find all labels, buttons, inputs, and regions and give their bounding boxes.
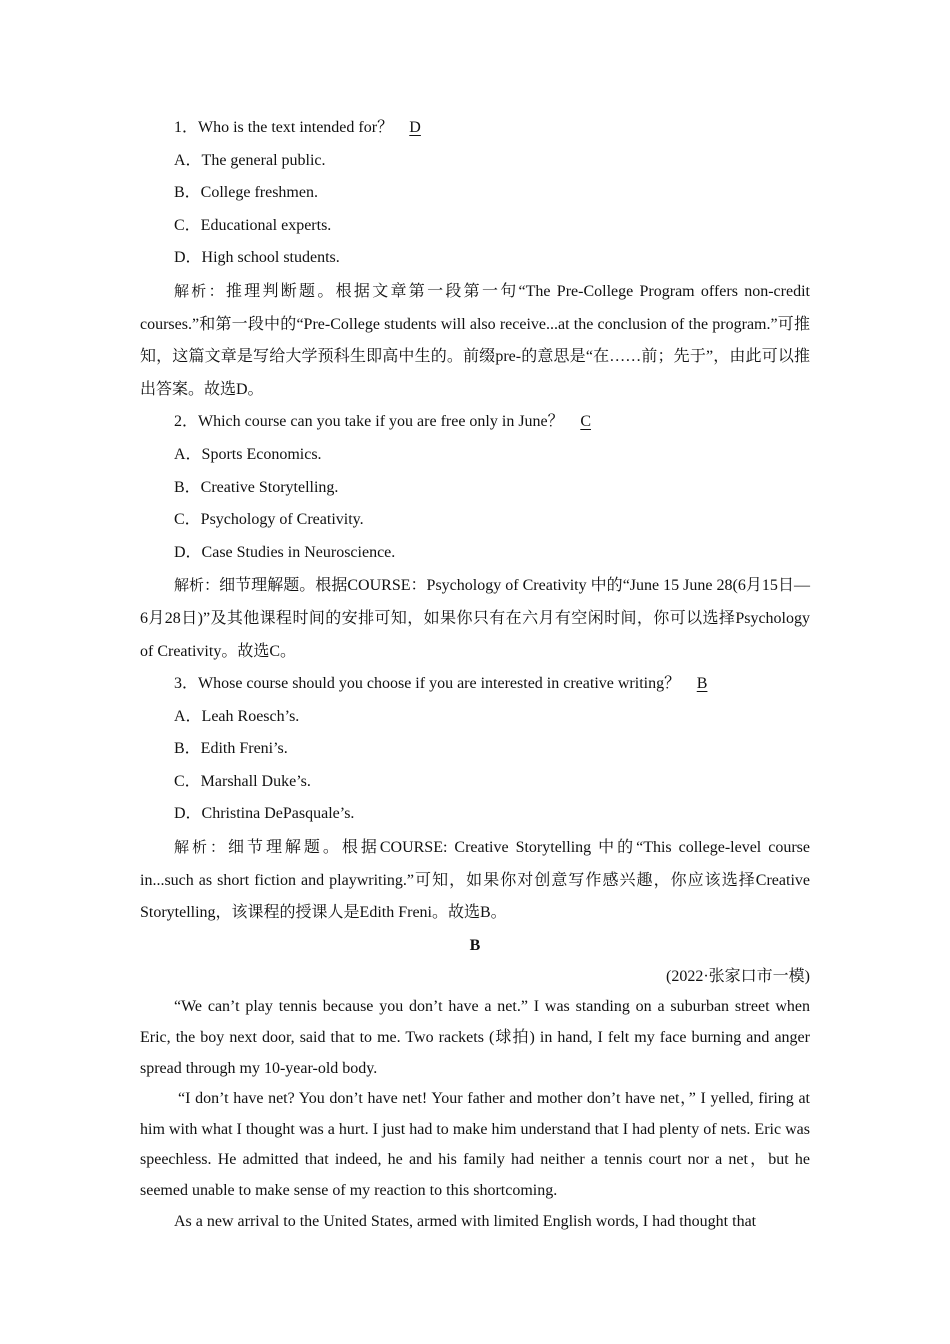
answer-blank: B	[696, 675, 708, 693]
story-paragraph: As a new arrival to the United States, armed with limited English words, I had thought that	[174, 1212, 757, 1230]
question-text: 1．Who is the text intended for？	[174, 119, 394, 136]
option-a: A．Sports Economics.	[174, 445, 322, 463]
question-2-stem	[140, 406, 810, 439]
option-c: C．Educational experts.	[174, 216, 332, 234]
explanation-label: 解析：	[174, 281, 226, 300]
answer-blank: D	[409, 119, 421, 136]
document-page	[140, 112, 810, 1237]
explanation-1	[140, 275, 810, 406]
question-1-stem	[140, 112, 810, 145]
story-paragraph: “We can’t play tennis because you don’t have a net.” I was standing on a suburban street when Eric, the boy next door, said that to me. Two rackets (球拍) in hand, I felt my face burning and anger spread through my 10-year-old body.	[140, 998, 810, 1077]
option-c: C．Marshall Duke’s.	[174, 772, 311, 790]
option-d: D．Christina DePasquale’s.	[174, 805, 355, 823]
story-paragraph: “I don’t have net? You don’t have net! Your father and mother don’t have net，” I yelled, firing at him with what I thought was a hurt. I just had to make him understand that I had plenty of nets. Eric was speechless. He admitted that indeed, he and his family had neither a tennis court nor a net，but he seemed unable to make sense of my reaction to this shortcoming.	[140, 1090, 810, 1199]
explanation-text: 推理判断题。根据文章第一段第一句“The Pre-College Program offers non-credit courses.”和第一段中的“Pre-College students will also receive...at the conclusion of the program.”可推知，这篇文章是写给大学预科生即高中生的。前缀pre-的意思是“在……前；先于”，由此可以推出答案。故选D。	[140, 282, 810, 398]
explanation-text: 细节理解题。根据COURSE：Psychology of Creativity 中的“June 15 June 28(6月15日—6月28日)”及其他课程时间的安排可知，如果你只有在六月有空闲时间，你可以选择Psychology of Creativity。故选C。	[140, 577, 810, 660]
answer-blank: C	[580, 413, 591, 431]
option-b: B．Edith Freni’s.	[174, 740, 288, 758]
section-title: B	[469, 936, 481, 954]
option-a: A．The general public.	[174, 151, 326, 169]
explanation-text: 细节理解题。根据COURSE: Creative Storytelling 中的“This college-level course in...such as short fiction and playwriting.”可知，如果你对创意写作感兴趣，你应该选择Creative Storytelling，该课程的授课人是Edith Freni。故选B。	[140, 839, 810, 922]
option-b: B．College freshmen.	[174, 184, 318, 202]
question-text: 3．Whose course should you choose if you are interested in creative writing？	[174, 675, 681, 693]
explanation-label: 解析：	[174, 576, 220, 595]
explanation-label: 解析：	[174, 838, 228, 857]
option-a: A．Leah Roesch’s.	[174, 707, 300, 725]
explanation-3	[140, 831, 810, 930]
option-c: C．Psychology of Creativity.	[174, 511, 364, 529]
option-d: D．High school students.	[174, 249, 340, 267]
explanation-2	[140, 569, 810, 668]
source-note: (2022·张家口市一模)	[666, 968, 810, 986]
question-text: 2．Which course can you take if you are free only in June？	[174, 413, 564, 431]
option-d: D．Case Studies in Neuroscience.	[174, 543, 396, 561]
option-b: B．Creative Storytelling.	[174, 478, 339, 496]
question-3-stem	[140, 668, 810, 701]
